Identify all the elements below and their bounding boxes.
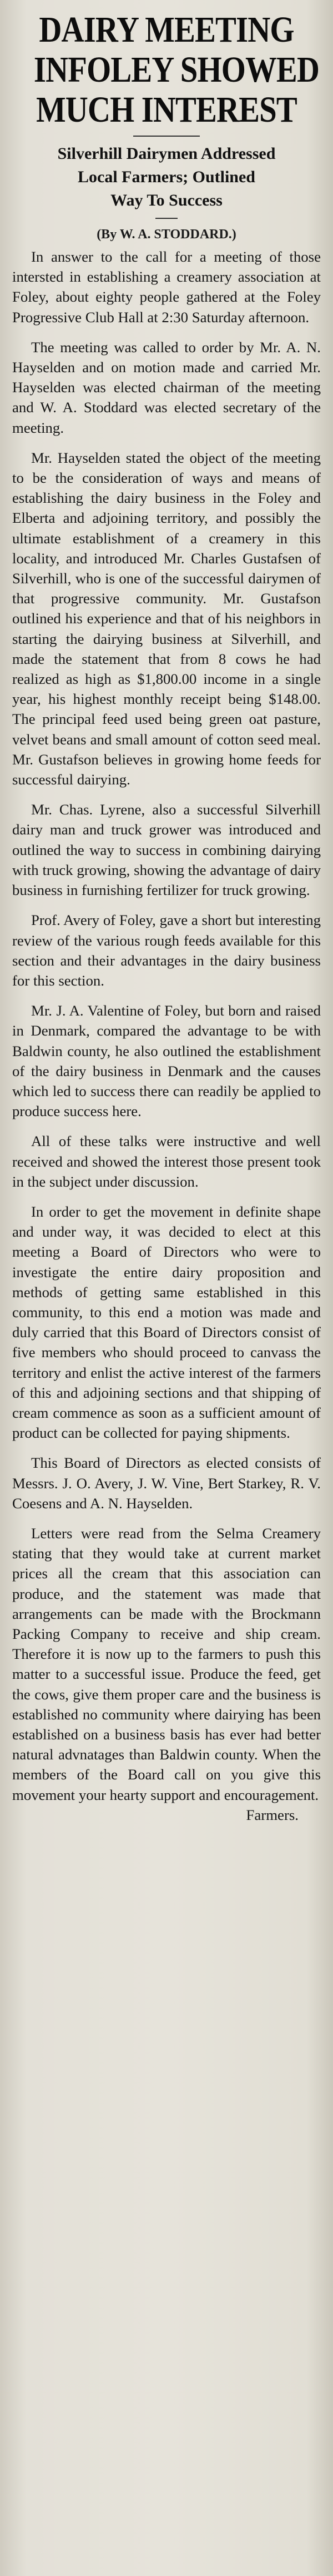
- divider-rule: [133, 136, 200, 137]
- paragraph: The meeting was called to order by Mr. A. N. Hayselden and on motion made and carried Mr. Hayselden was elected chairman of the meeting and W. A. Stoddard was elected secretary of the meeting.: [12, 338, 321, 436]
- paragraph: In order to get the movement in definite shape and under way, it was decided to elect at this meeting a Board of Directors who were to investigate the entire dairy proposition and methods of getting same established in this community, to this end a motion was made and duly carried that this Board of Directors consist of five members who should proceed to canvass the territory and enlist the active interest of the farmers of this and adjoining sections and that shipping of cream commence as soon as a sufficient amount of product can be collected for paying shipments.: [12, 1203, 321, 1442]
- paragraph: Letters were read from the Selma Creamery stating that they would take at current market prices all the cream that this association can produce, and the statement was made that arrangements can be made with the Brockmann Packing Company to receive and ship cream. Therefore it is now up to the farmers to push this matter to a successful issue. Produce the feed, get the cows, give them proper care and the business is established no community where dairying has been established on a business basis has ever had better natural advnatages than Baldwin county. When the members of the Board call on you give this movement your hearty support and encouragement.: [12, 1524, 321, 1803]
- headline: [12, 10, 321, 130]
- closing-word: Farmers.: [246, 1806, 299, 1823]
- paragraph: Mr. Chas. Lyrene, also a successful Silverhill dairy man and truck grower was introduced and outlined the way to success in combining dairying with truck growing, showing the advantage of dairy business in furnishing fertilizer for truck growing.: [12, 801, 321, 899]
- subhead: [12, 142, 321, 212]
- paragraph: This Board of Directors as elected consists of Messrs. J. O. Avery, J. W. Vine, Bert Starkey, R. V. Coesens and A. N. Hayselden.: [12, 1454, 321, 1512]
- paragraph: Prof. Avery of Foley, gave a short but interesting review of the various rough feeds available for this section and their advantages in the dairy business for this section.: [12, 912, 321, 989]
- headline-line: INFOLEY SHOWED: [33, 49, 320, 90]
- paragraph: In answer to the call for a meeting of those intersted in establishing a creamery association at Foley, about eighty people gathered at the Foley Progressive Club Hall at 2:30 Saturday afternoon.: [12, 248, 321, 326]
- subhead-line: Silverhill Dairymen Addressed: [57, 144, 276, 163]
- article-body: [12, 247, 321, 1825]
- paragraph: All of these talks were instructive and well received and showed the interest those present took in the subject under discussion.: [12, 1133, 321, 1190]
- headline-line: MUCH INTEREST: [36, 89, 297, 130]
- subhead-line: Local Farmers; Outlined: [78, 168, 255, 186]
- paragraph: Mr. J. A. Valentine of Foley, but born and raised in Denmark, compared the advantage to be with Baldwin county, he also outlined the establishment of the dairy business in Denmark and the causes which led to success there can readily be applied to produce success here.: [12, 1002, 321, 1120]
- byline: (By W. A. STODDARD.): [97, 227, 236, 242]
- subhead-line: Way To Success: [110, 191, 223, 209]
- divider-rule: [155, 218, 178, 219]
- headline-line: DAIRY MEETING: [39, 9, 294, 50]
- paragraph: Mr. Hayselden stated the object of the meeting to be the consideration of ways and means of establishing the dairy business in the Foley and Elberta and adjoining territory, and possibly the ultimate establishment of a creamery in this locality, and introduced Mr. Charles Gustafsen of Silverhill, who is one of the successful dairymen of that progressive community. Mr. Gustafson outlined his experience and that of his neighbors in starting the dairying business at Silverhill, and made the statement that from 8 cows he had realized as high as $1,800.00 income in a single year, his highest monthly receipt being $148.00. The principal feed used being green oat pasture, velvet beans and small amount of cotton seed meal. Mr. Gustafson believes in growing home feeds for successful dairying.: [12, 449, 321, 788]
